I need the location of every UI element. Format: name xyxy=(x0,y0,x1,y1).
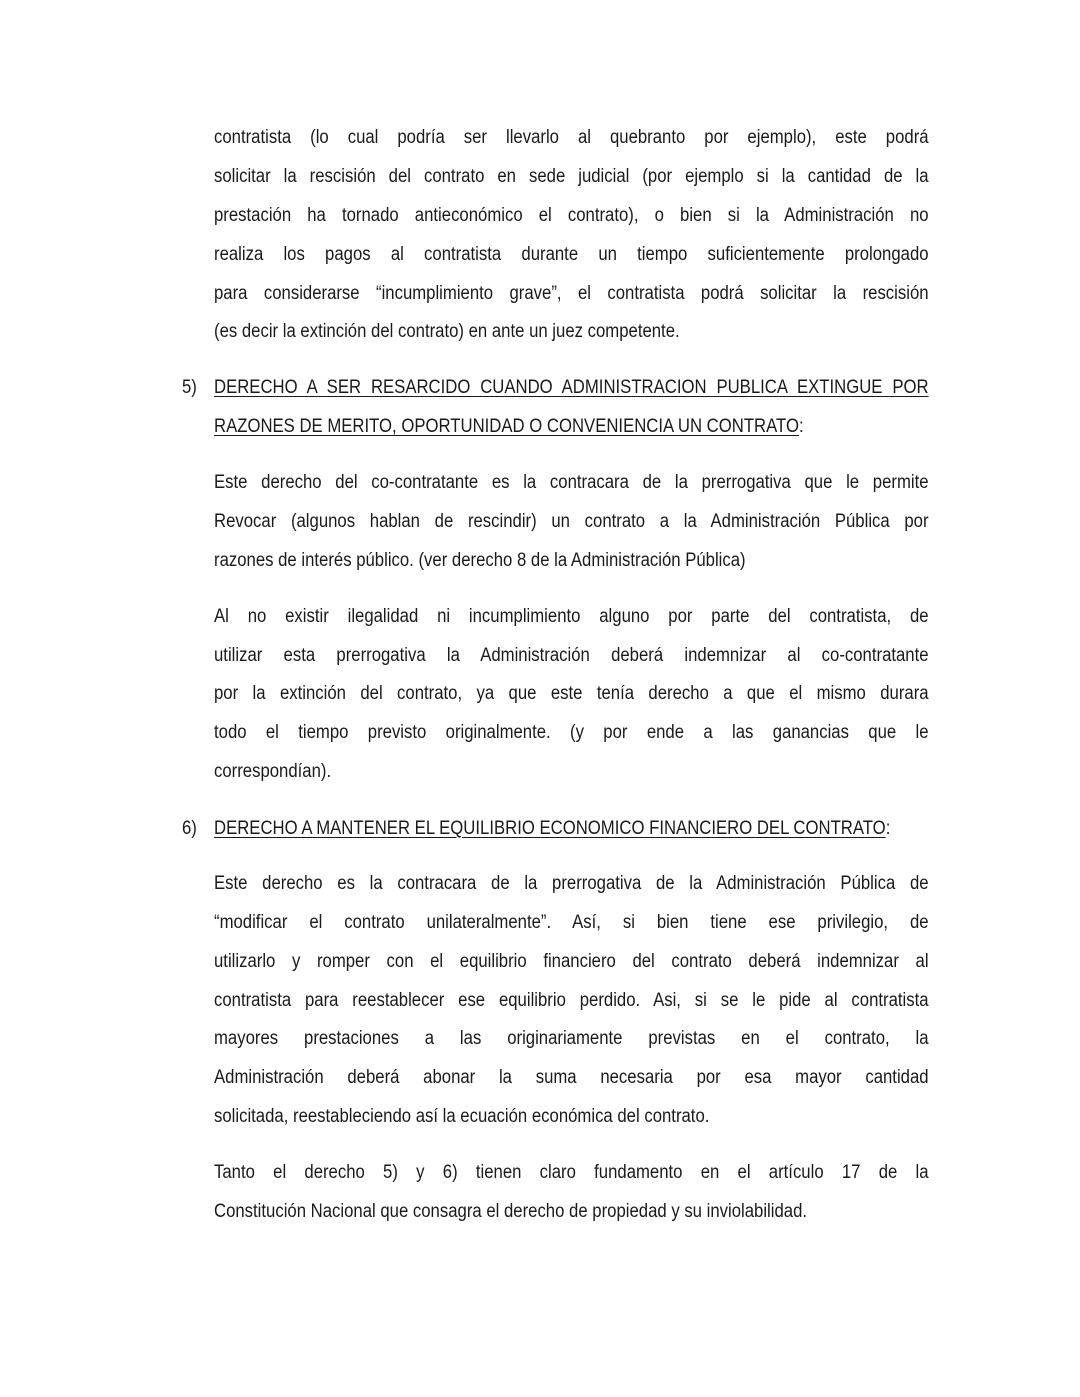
text-line: utilizar esta prerrogativa la Administración deberá indemnizar al co-contratante xyxy=(214,645,929,666)
section-heading-line xyxy=(214,817,929,841)
text-line: (es decir la extinción del contrato) en ante un juez competente. xyxy=(214,321,680,342)
text-line: Revocar (algunos hablan de rescindir) un contrato a la Administración Pública por xyxy=(214,511,929,532)
text-line: Este derecho del co-contratante es la contracara de la prerrogativa que le permite xyxy=(214,472,929,493)
heading-colon: : xyxy=(798,416,804,437)
text-line: solicitar la rescisión del contrato en sede judicial (por ejemplo si la cantidad de la xyxy=(214,166,929,187)
section-heading-line xyxy=(214,415,929,439)
section-number: 6) xyxy=(182,818,197,839)
section-heading-line xyxy=(214,376,929,400)
text-line: realiza los pagos al contratista durante un tiempo suficientemente prolongado xyxy=(214,244,929,265)
text-line: contratista (lo cual podría ser llevarlo al quebranto por ejemplo), este podrá xyxy=(214,127,929,148)
text-line: mayores prestaciones a las originariamente previstas en el contrato, la xyxy=(214,1028,929,1049)
text-line: Administración deberá abonar la suma necesaria por esa mayor cantidad xyxy=(214,1067,929,1088)
text-line: razones de interés público. (ver derecho 8 de la Administración Pública) xyxy=(214,550,746,571)
heading-text: RAZONES DE MERITO, OPORTUNIDAD O CONVENIENCIA UN CONTRATO xyxy=(214,416,799,437)
heading-text: DERECHO A SER RESARCIDO CUANDO ADMINISTRACION PUBLICA EXTINGUE POR xyxy=(214,377,929,398)
heading-colon: : xyxy=(885,818,891,839)
text-line: Este derecho es la contracara de la prerrogativa de la Administración Pública de xyxy=(214,873,929,894)
text-line: contratista para reestablecer ese equilibrio perdido. Asi, si se le pide al contratista xyxy=(214,990,929,1011)
section-number: 5) xyxy=(182,377,197,398)
text-line: “modificar el contrato unilateralmente”. Así, si bien tiene ese privilegio, de xyxy=(214,912,929,933)
text-line: Constitución Nacional que consagra el derecho de propiedad y su inviolabilidad. xyxy=(214,1201,808,1222)
text-line: Tanto el derecho 5) y 6) tienen claro fundamento en el artículo 17 de la xyxy=(214,1162,929,1183)
text-line: utilizarlo y romper con el equilibrio financiero del contrato deberá indemnizar al xyxy=(214,951,929,972)
text-line: todo el tiempo previsto originalmente. (y por ende a las ganancias que le xyxy=(214,722,929,743)
text-line: solicitada, reestableciendo así la ecuación económica del contrato. xyxy=(214,1106,710,1127)
heading-text: DERECHO A MANTENER EL EQUILIBRIO ECONOMICO FINANCIERO DEL CONTRATO xyxy=(214,818,886,839)
text-line: para considerarse “incumplimiento grave”, el contratista podrá solicitar la rescisión xyxy=(214,283,929,304)
text-line: por la extinción del contrato, ya que este tenía derecho a que el mismo durara xyxy=(214,683,929,704)
text-line: correspondían). xyxy=(214,761,332,782)
text-line: Al no existir ilegalidad ni incumplimiento alguno por parte del contratista, de xyxy=(214,606,929,627)
text-line: prestación ha tornado antieconómico el contrato), o bien si la Administración no xyxy=(214,205,929,226)
